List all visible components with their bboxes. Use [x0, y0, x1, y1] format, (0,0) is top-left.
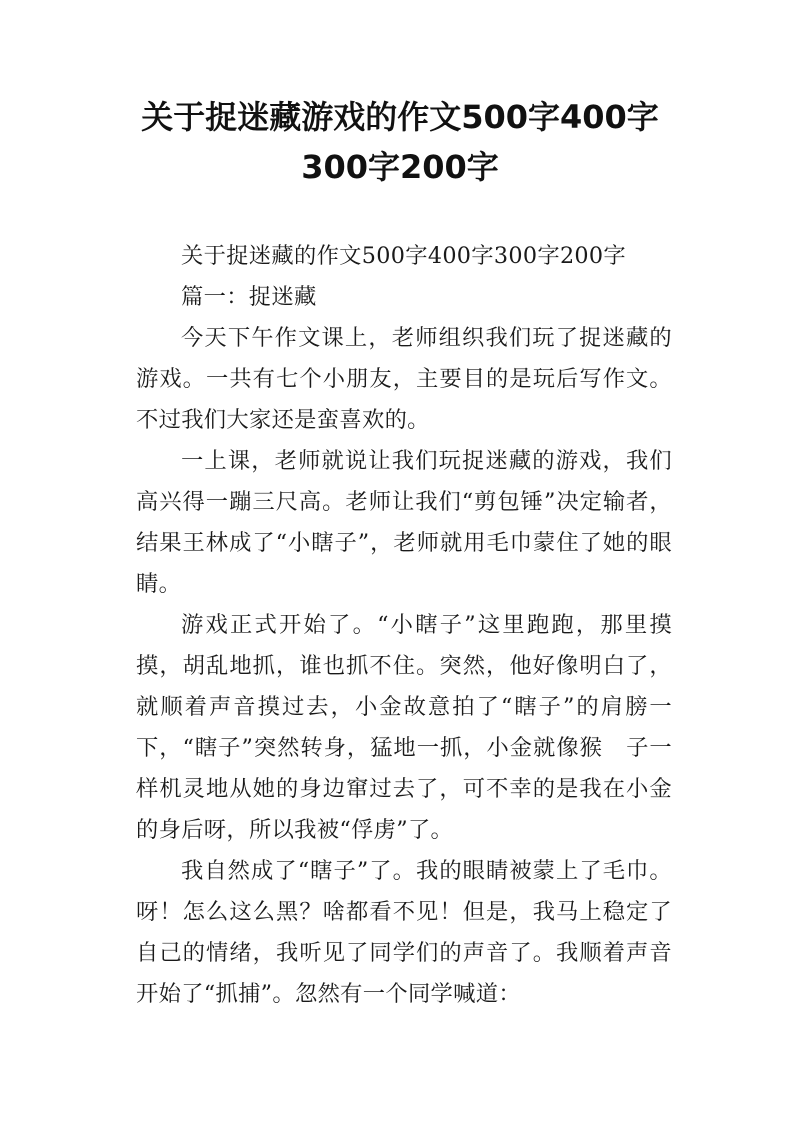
paragraph: 我自然成了“瞎子”了。我的眼睛被蒙上了毛巾。呀！怎么这么黑？啥都看不见！但是，我马上稳定了自己的情绪，我听见了同学们的声音了。我顺着声音开始了“抓捕”。忽然有一个同学喊道： [136, 858, 672, 1007]
title-line-1: 关于捉迷藏游戏的作文500字400字 [141, 98, 659, 136]
paragraph: 游戏正式开始了。“小瞎子”这里跑跑，那里摸摸，胡乱地抓，谁也抓不住。突然，他好像明白了，就顺着声音摸过去，小金故意拍了“瞎子”的肩膀一下，“瞎子”突然转身，猛地一抓，小金就像猴 子一样机灵地从她的身边窜过去了，可不幸的是我在小金的身后呀，所以我被“俘虏”了。 [136, 612, 672, 843]
document-body [136, 236, 672, 1015]
subtitle: 关于捉迷藏的作文500字400字300字200字 [181, 243, 626, 269]
document-title [100, 92, 700, 192]
paragraph: 一上课，老师就说让我们玩捉迷藏的游戏，我们高兴得一蹦三尺高。老师让我们“剪包锤”决定输者，结果王林成了“小瞎子”，老师就用毛巾蒙住了她的眼睛。 [136, 448, 672, 597]
section-heading: 篇一：捉迷藏 [181, 284, 317, 310]
paragraph: 今天下午作文课上，老师组织我们玩了捉迷藏的游戏。一共有七个小朋友，主要目的是玩后写作文。不过我们大家还是蛮喜欢的。 [136, 325, 672, 433]
title-line-2: 300字200字 [301, 148, 499, 186]
